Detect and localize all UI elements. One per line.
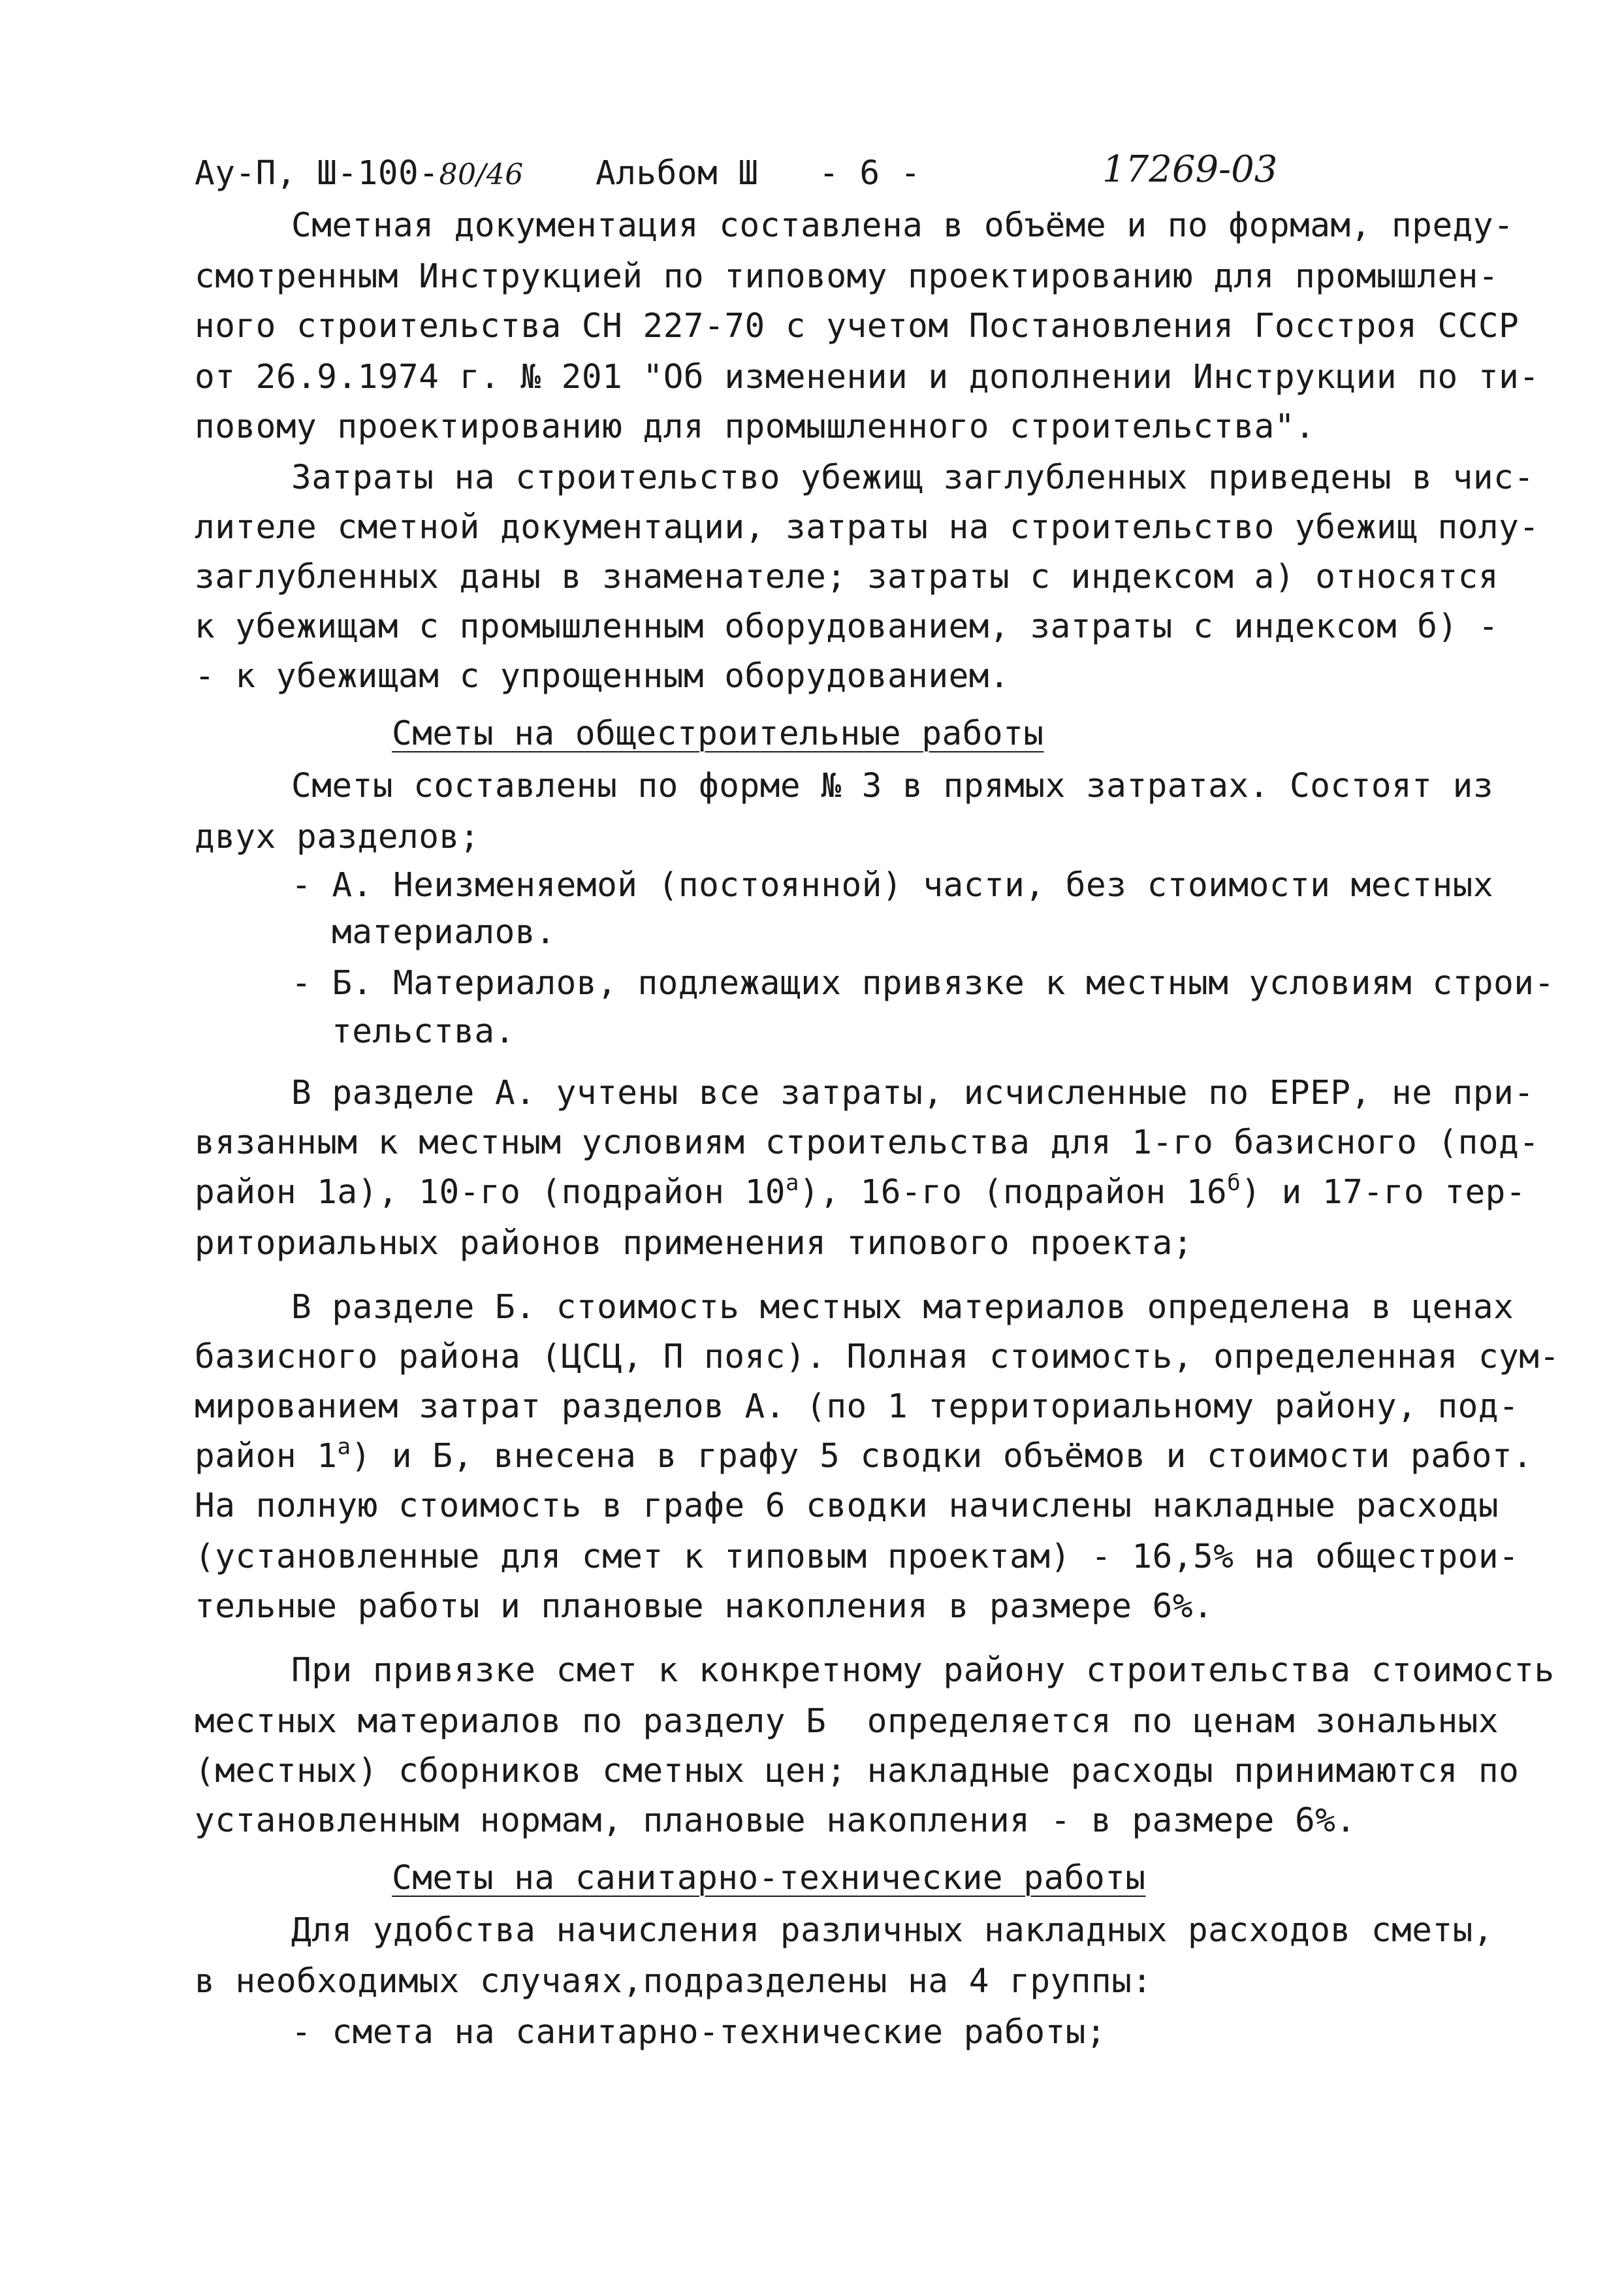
paragraph-line: Сметная документация составлена в объёме и по формам, преду- bbox=[291, 206, 1514, 245]
paragraph-line: Для удобства начисления различных накладных расходов сметы, bbox=[291, 1911, 1494, 1950]
header-code-prefix: Ау-П, Ш-100- bbox=[195, 154, 439, 193]
paragraph-line: установленным нормам, плановые накопления - в размере 6%. bbox=[195, 1801, 1356, 1840]
paragraph-line: мированием затрат разделов А. (по 1 территориальному району, под- bbox=[195, 1387, 1520, 1426]
header-code-handwritten: 80/46 bbox=[439, 158, 524, 191]
paragraph-line: район $1^а$) и Б, внесена в графу 5 сводки объёмов и стоимости работ. bbox=[195, 1434, 1533, 1476]
paragraph-line: к убежищам с промышленным оборудованием, затраты с индексом б) - bbox=[195, 607, 1499, 646]
paragraph-line: В разделе А. учтены все затраты, исчисленные по ЕРЕР, не при- bbox=[291, 1074, 1535, 1112]
paragraph-line: заглубленных даны в знаменателе; затраты с индексом а) относятся bbox=[195, 558, 1499, 596]
list-item-part-a: - А. Неизменяемой (постоянной) части, без стоимости местных bbox=[291, 866, 1494, 905]
paragraph-line: При привязке смет к конкретному району строительства стоимость bbox=[291, 1651, 1555, 1690]
paragraph-line: (установленные для смет к типовым проектам) - 16,5% на общестрои- bbox=[195, 1538, 1520, 1576]
paragraph-line: район 1а), 10-го (подрайон $10^а$), 16-го (подрайон $16^б$) и 17-го тер- bbox=[195, 1170, 1527, 1212]
section-heading-sanitary-technical: Сметы на санитарно-технические работы bbox=[392, 1859, 1146, 1898]
paragraph-line: Сметы составлены по форме № 3 в прямых затратах. Состоят из bbox=[291, 767, 1494, 805]
paragraph-line: в необходимых случаях,подразделены на 4 группы: bbox=[195, 1962, 1153, 2001]
paragraph-line: тельные работы и плановые накопления в размере 6%. bbox=[195, 1587, 1214, 1626]
paragraph-line: - к убежищам с упрощенным оборудованием. bbox=[195, 657, 1010, 696]
paragraph-line: смотренным Инструкцией по типовому проектированию для промышлен- bbox=[195, 257, 1499, 296]
paragraph-line: двух разделов; bbox=[195, 818, 480, 856]
paragraph-line: ного строительства СН 227-70 с учетом Постановления Госстроя СССР bbox=[195, 307, 1520, 346]
paragraph-line: (местных) сборников сметных цен; накладные расходы принимаются по bbox=[195, 1752, 1520, 1790]
section-heading-general-construction: Сметы на общестроительные работы bbox=[392, 715, 1044, 753]
paragraph-line: местных материалов по разделу Б определяется по ценам зональных bbox=[195, 1702, 1499, 1741]
list-item-part-b: - Б. Материалов, подлежащих привязке к местным условиям строи- bbox=[291, 964, 1555, 1003]
list-item-sanitary-estimate: - смета на санитарно-технические работы; bbox=[291, 2013, 1107, 2052]
document-number-handwritten: 17269-03 bbox=[1102, 148, 1278, 191]
header-code bbox=[195, 154, 524, 193]
paragraph-line: вязанным к местным условиям строительства для 1-го базисного (под- bbox=[195, 1123, 1540, 1162]
page-number: - 6 - bbox=[819, 154, 921, 193]
paragraph-line: от 26.9.1974 г. № 201 "Об изменении и дополнении Инструкции по ти- bbox=[195, 358, 1540, 396]
list-item-part-b-cont: тельства. bbox=[332, 1012, 515, 1051]
paragraph-line: В разделе Б. стоимость местных материалов определена в ценах bbox=[291, 1288, 1514, 1327]
paragraph-line: лителе сметной документации, затраты на строительство убежищ полу- bbox=[195, 508, 1540, 547]
paragraph-line: риториальных районов применения типового проекта; bbox=[195, 1224, 1194, 1263]
paragraph-line: базисного района (ЦСЦ, П пояс). Полная стоимость, определенная сум- bbox=[195, 1338, 1560, 1376]
paragraph-line: повому проектированию для промышленного строительства". bbox=[195, 408, 1316, 446]
header-album: Альбом Ш bbox=[596, 154, 759, 193]
list-item-part-a-cont: материалов. bbox=[332, 913, 556, 952]
paragraph-line: На полную стоимость в графе 6 сводки начислены накладные расходы bbox=[195, 1487, 1499, 1525]
paragraph-line: Затраты на строительство убежищ заглубленных приведены в чис- bbox=[291, 459, 1535, 497]
